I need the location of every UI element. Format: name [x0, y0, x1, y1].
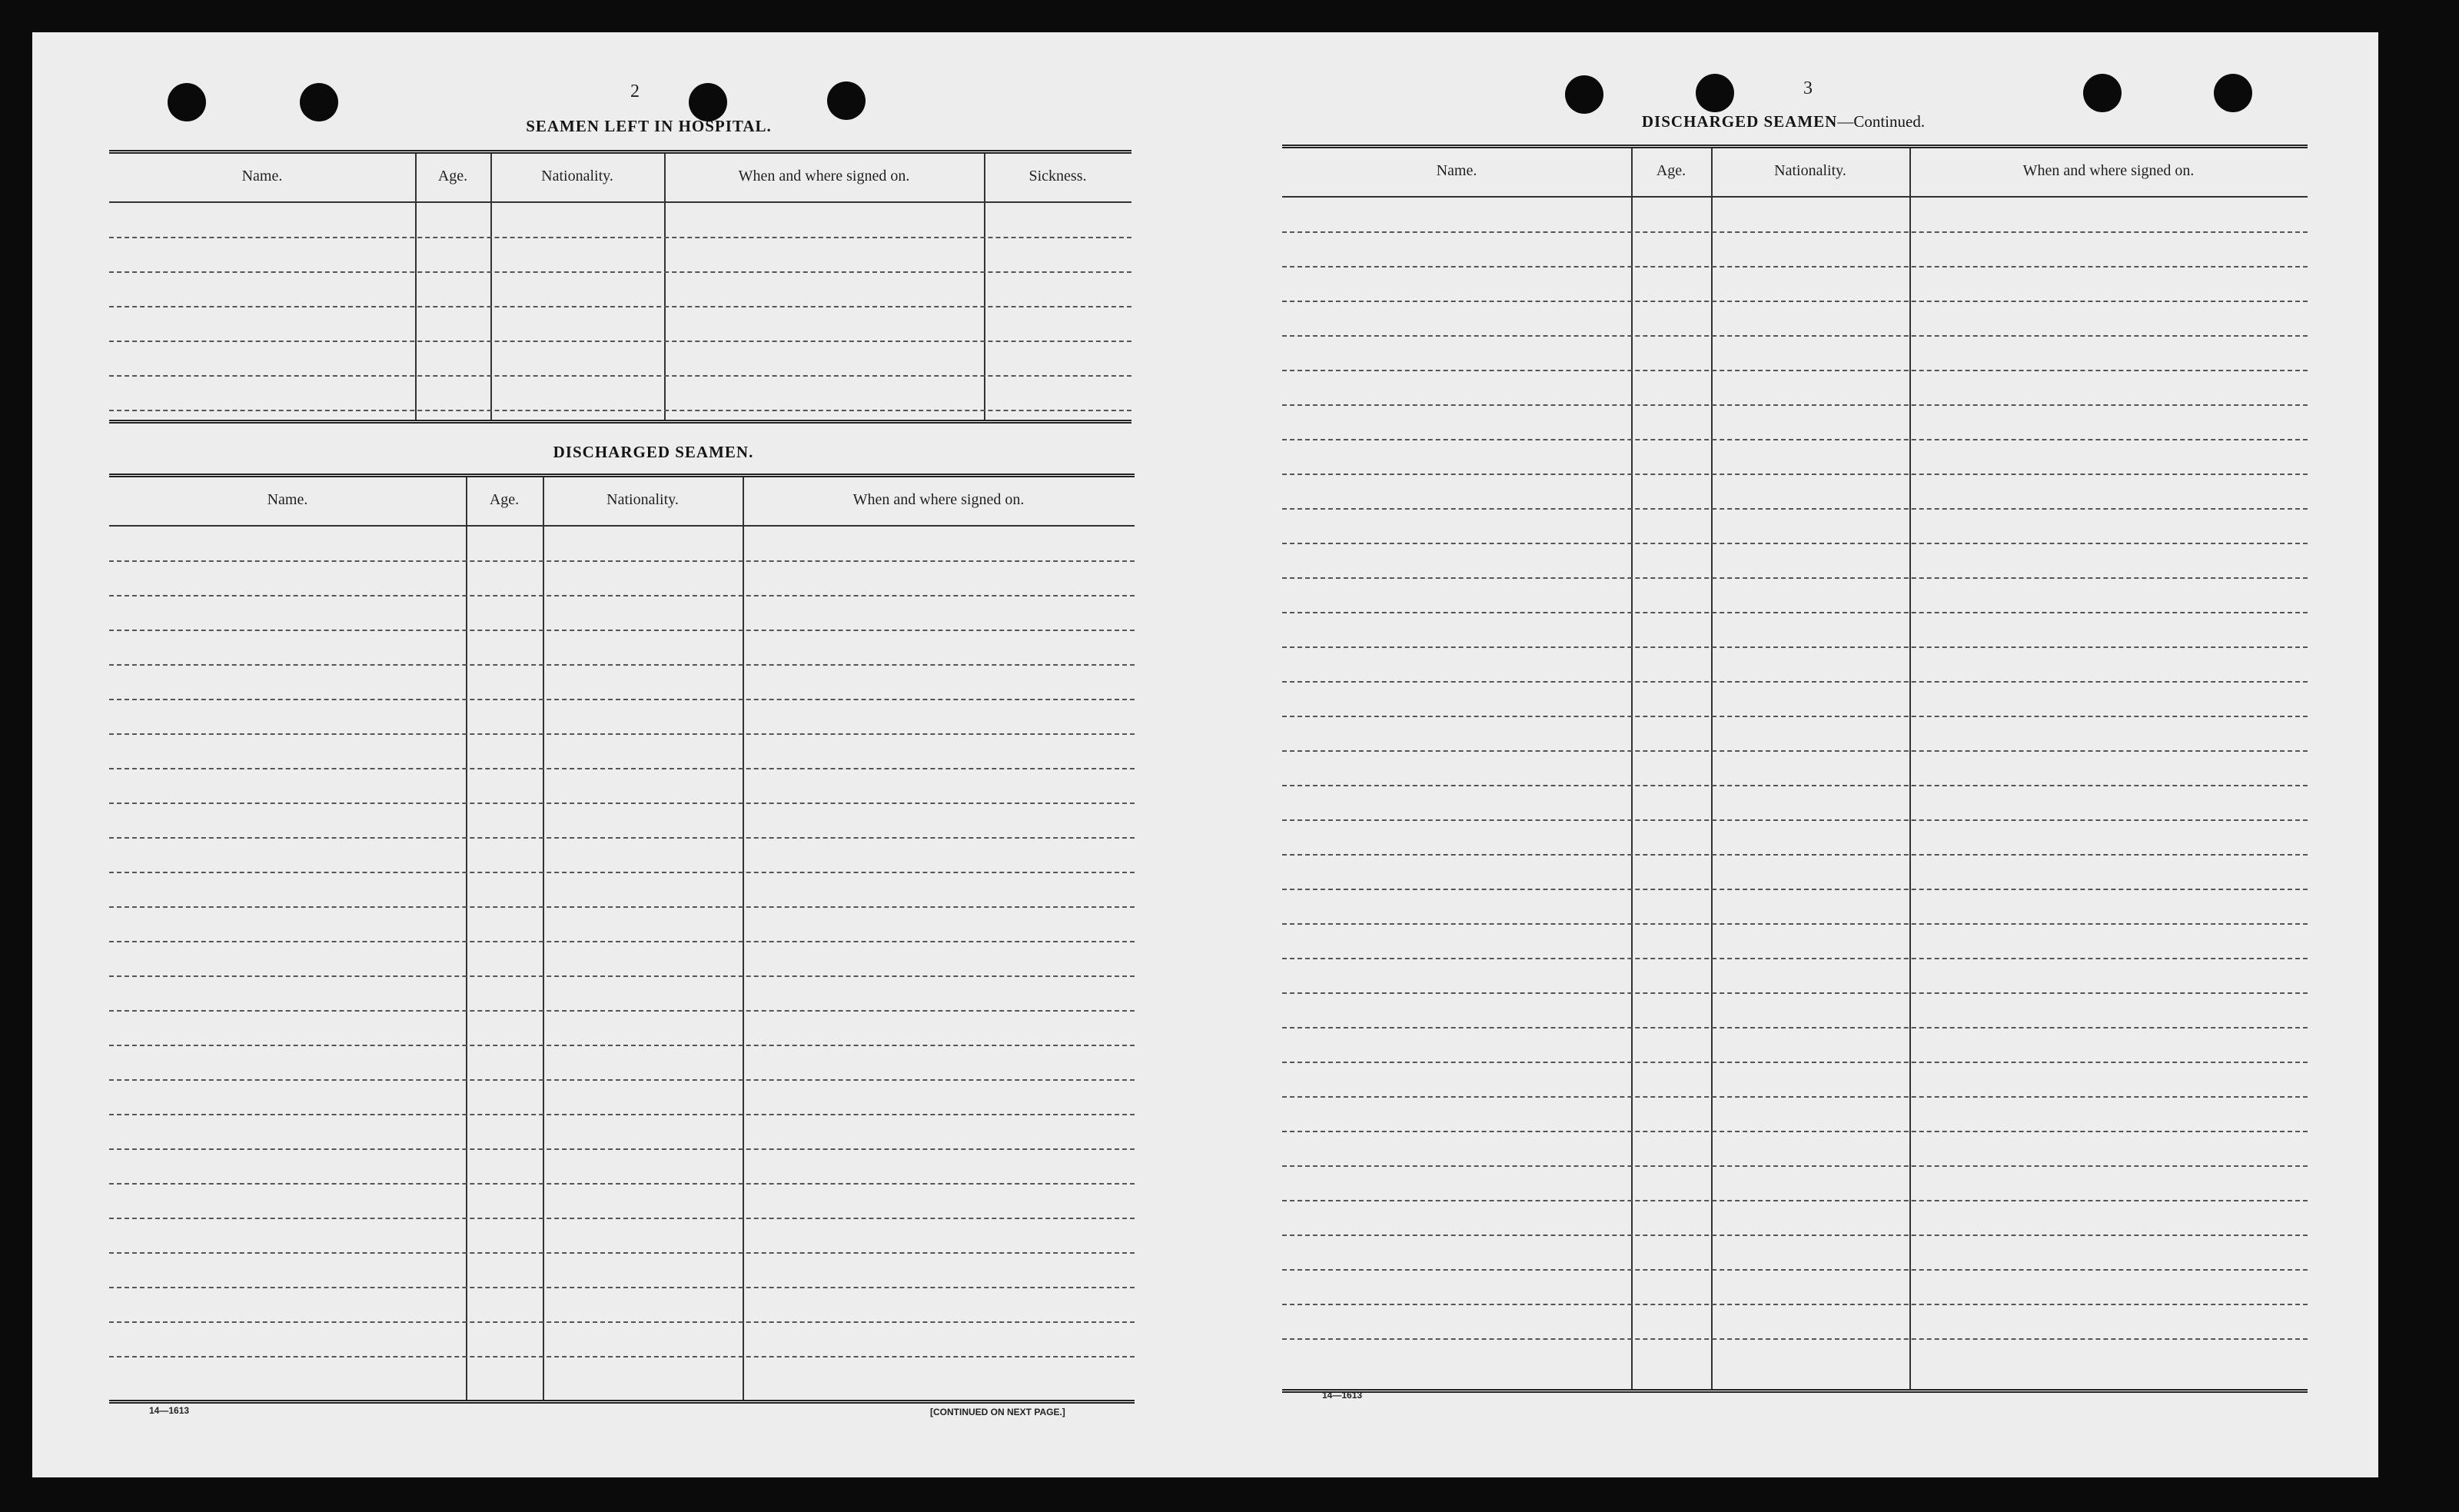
header-rule	[109, 525, 1135, 527]
row-rule	[109, 664, 1135, 666]
document-sheet	[32, 32, 2378, 1477]
page-number-right: 3	[1803, 78, 1813, 98]
row-rule	[109, 699, 1135, 700]
continued-note: [CONTINUED ON NEXT PAGE.]	[930, 1407, 1065, 1417]
column-divider	[543, 477, 544, 1400]
hospital-col-signed-on: When and where signed on.	[738, 168, 910, 184]
row-rule	[1282, 750, 2308, 752]
discharged-col-signed-on: When and where signed on.	[852, 491, 1025, 508]
row-rule	[109, 1148, 1135, 1150]
row-rule	[1282, 1131, 2308, 1132]
form-number-right: 14—1613	[1322, 1390, 1363, 1401]
row-rule	[109, 560, 1135, 562]
punch-hole	[2083, 74, 2122, 112]
hospital-table	[109, 150, 1131, 424]
column-divider	[466, 477, 467, 1400]
discharged-col-signed-on: When and where signed on.	[2022, 162, 2195, 179]
discharged-table-right	[1282, 145, 2308, 1393]
punch-hole	[1696, 74, 1734, 112]
row-rule	[1282, 1027, 2308, 1028]
discharged-col-nationality: Nationality.	[606, 491, 679, 508]
row-rule	[109, 306, 1131, 307]
row-rule	[1282, 612, 2308, 613]
row-rule	[109, 906, 1135, 908]
row-rule	[1282, 439, 2308, 440]
row-rule	[109, 837, 1135, 839]
column-divider	[490, 154, 492, 420]
row-rule	[109, 1218, 1135, 1219]
punch-hole	[300, 83, 338, 121]
hospital-section-title: SEAMEN LEFT IN HOSPITAL.	[526, 117, 772, 135]
row-rule	[109, 410, 1131, 411]
row-rule	[1282, 1269, 2308, 1271]
row-rule	[109, 768, 1135, 769]
row-rule	[1282, 335, 2308, 337]
row-rule	[1282, 923, 2308, 925]
discharged-title-main: DISCHARGED SEAMEN	[1641, 112, 1838, 131]
row-rule	[1282, 404, 2308, 406]
row-rule	[1282, 1096, 2308, 1098]
column-divider	[664, 154, 666, 420]
row-rule	[109, 1183, 1135, 1185]
form-number-left: 14—1613	[149, 1405, 190, 1416]
row-rule	[1282, 508, 2308, 510]
row-rule	[1282, 1235, 2308, 1236]
row-rule	[1282, 266, 2308, 268]
header-rule	[109, 201, 1131, 203]
row-rule	[109, 1321, 1135, 1323]
row-rule	[1282, 854, 2308, 856]
hospital-col-age: Age.	[437, 168, 468, 184]
punch-hole	[689, 83, 727, 121]
column-divider	[743, 477, 744, 1400]
row-rule	[1282, 231, 2308, 233]
row-rule	[109, 941, 1135, 942]
row-rule	[1282, 889, 2308, 890]
discharged-col-age: Age.	[489, 491, 520, 508]
row-rule	[1282, 646, 2308, 648]
row-rule	[1282, 577, 2308, 579]
hospital-col-name: Name.	[241, 168, 283, 184]
row-rule	[1282, 1165, 2308, 1167]
row-rule	[109, 733, 1135, 735]
discharged-table-left	[109, 474, 1135, 1404]
punch-hole	[2214, 74, 2252, 112]
row-rule	[109, 975, 1135, 977]
row-rule	[1282, 681, 2308, 683]
discharged-col-name: Name.	[1436, 162, 1477, 179]
row-rule	[1282, 716, 2308, 717]
discharged-title-suffix: —Continued.	[1837, 112, 1926, 131]
discharged-col-name: Name.	[267, 491, 308, 508]
row-rule	[1282, 1200, 2308, 1201]
row-rule	[1282, 819, 2308, 821]
row-rule	[1282, 785, 2308, 786]
punch-hole	[1565, 75, 1603, 114]
row-rule	[1282, 1338, 2308, 1340]
punch-hole	[168, 83, 206, 121]
row-rule	[109, 1252, 1135, 1254]
discharged-section-title: DISCHARGED SEAMEN.	[553, 443, 754, 461]
hospital-col-nationality: Nationality.	[541, 168, 613, 184]
row-rule	[1282, 370, 2308, 371]
row-rule	[109, 1114, 1135, 1115]
row-rule	[109, 630, 1135, 631]
row-rule	[1282, 543, 2308, 544]
row-rule	[109, 1045, 1135, 1046]
row-rule	[1282, 301, 2308, 302]
row-rule	[109, 1356, 1135, 1357]
discharged-col-nationality: Nationality.	[1774, 162, 1846, 179]
row-rule	[1282, 1304, 2308, 1305]
row-rule	[109, 1010, 1135, 1012]
row-rule	[1282, 474, 2308, 475]
row-rule	[109, 872, 1135, 873]
page-number-left: 2	[630, 81, 640, 101]
row-rule	[109, 803, 1135, 804]
punch-hole	[827, 81, 866, 120]
row-rule	[109, 375, 1131, 377]
discharged-continued-title	[1514, 112, 2052, 131]
row-rule	[109, 1287, 1135, 1288]
header-rule	[1282, 196, 2308, 198]
row-rule	[1282, 958, 2308, 959]
row-rule	[109, 271, 1131, 273]
row-rule	[109, 237, 1131, 238]
discharged-col-age: Age.	[1656, 162, 1686, 179]
row-rule	[1282, 1062, 2308, 1063]
column-divider	[415, 154, 417, 420]
row-rule	[109, 341, 1131, 342]
row-rule	[109, 1079, 1135, 1081]
row-rule	[109, 595, 1135, 596]
hospital-col-sickness: Sickness.	[1028, 168, 1087, 184]
row-rule	[1282, 992, 2308, 994]
column-divider	[984, 154, 985, 420]
